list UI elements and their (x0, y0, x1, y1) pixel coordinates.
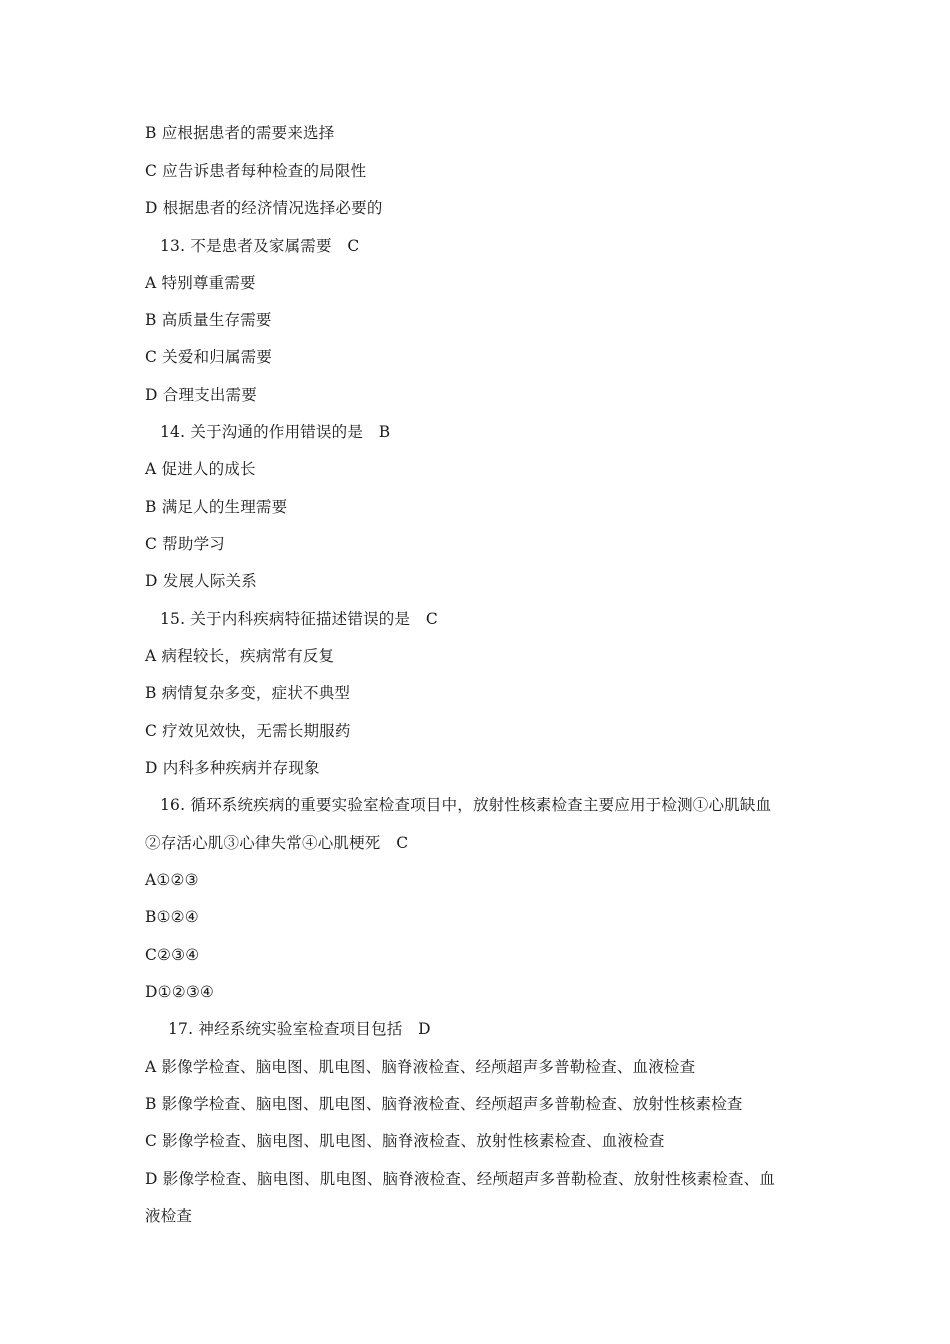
option-c-q13: C 关爱和归属需要 (145, 348, 273, 366)
question-15: 15. 关于内科疾病特征描述错误的是 C (160, 610, 438, 628)
question-13: 13. 不是患者及家属需要 C (160, 237, 360, 255)
option-b-q12: B 应根据患者的需要来选择 (145, 124, 335, 142)
option-c-q17: C 影像学检查、脑电图、肌电图、脑脊液检查、放射性核素检查、血液检查 (145, 1132, 665, 1150)
option-c-q14: C 帮助学习 (145, 535, 225, 553)
option-d-q12: D 根据患者的经济情况选择必要的 (145, 199, 383, 217)
option-d-q15: D 内科多种疾病并存现象 (145, 759, 320, 777)
option-c-q16: C②③④ (145, 946, 200, 964)
question-16: 16. 循环系统疾病的重要实验室检查项目中，放射性核素检查主要应用于检测①心肌缺血 (160, 796, 772, 814)
option-d-q17-continued: 液检查 (145, 1207, 193, 1225)
option-d-q17: D 影像学检查、脑电图、肌电图、脑脊液检查、经颅超声多普勒检查、放射性核素检查、血 (145, 1170, 776, 1188)
option-b-q17: B 影像学检查、脑电图、肌电图、脑脊液检查、经颅超声多普勒检查、放射性核素检查 (145, 1095, 743, 1113)
option-b-q14: B 满足人的生理需要 (145, 498, 288, 516)
question-17: 17. 神经系统实验室检查项目包括 D (168, 1020, 431, 1038)
option-c-q12: C 应告诉患者每种检查的局限性 (145, 162, 367, 180)
option-a-q17: A 影像学检查、脑电图、肌电图、脑脊液检查、经颅超声多普勒检查、血液检查 (145, 1058, 696, 1076)
question-14: 14. 关于沟通的作用错误的是 B (160, 423, 391, 441)
option-b-q16: B①②④ (145, 908, 199, 926)
option-a-q16: A①②③ (145, 871, 199, 889)
option-b-q13: B 高质量生存需要 (145, 311, 272, 329)
option-c-q15: C 疗效见效快，无需长期服药 (145, 722, 351, 740)
option-d-q16: D①②③④ (145, 983, 215, 1001)
option-b-q15: B 病情复杂多变，症状不典型 (145, 684, 351, 702)
option-a-q15: A 病程较长，疾病常有反复 (145, 647, 335, 665)
option-d-q13: D 合理支出需要 (145, 386, 257, 404)
question-16-continued: ②存活心肌③心律失常④心肌梗死 C (145, 834, 409, 852)
option-d-q14: D 发展人际关系 (145, 572, 257, 590)
option-a-q13: A 特别尊重需要 (145, 274, 256, 292)
option-a-q14: A 促进人的成长 (145, 460, 256, 478)
